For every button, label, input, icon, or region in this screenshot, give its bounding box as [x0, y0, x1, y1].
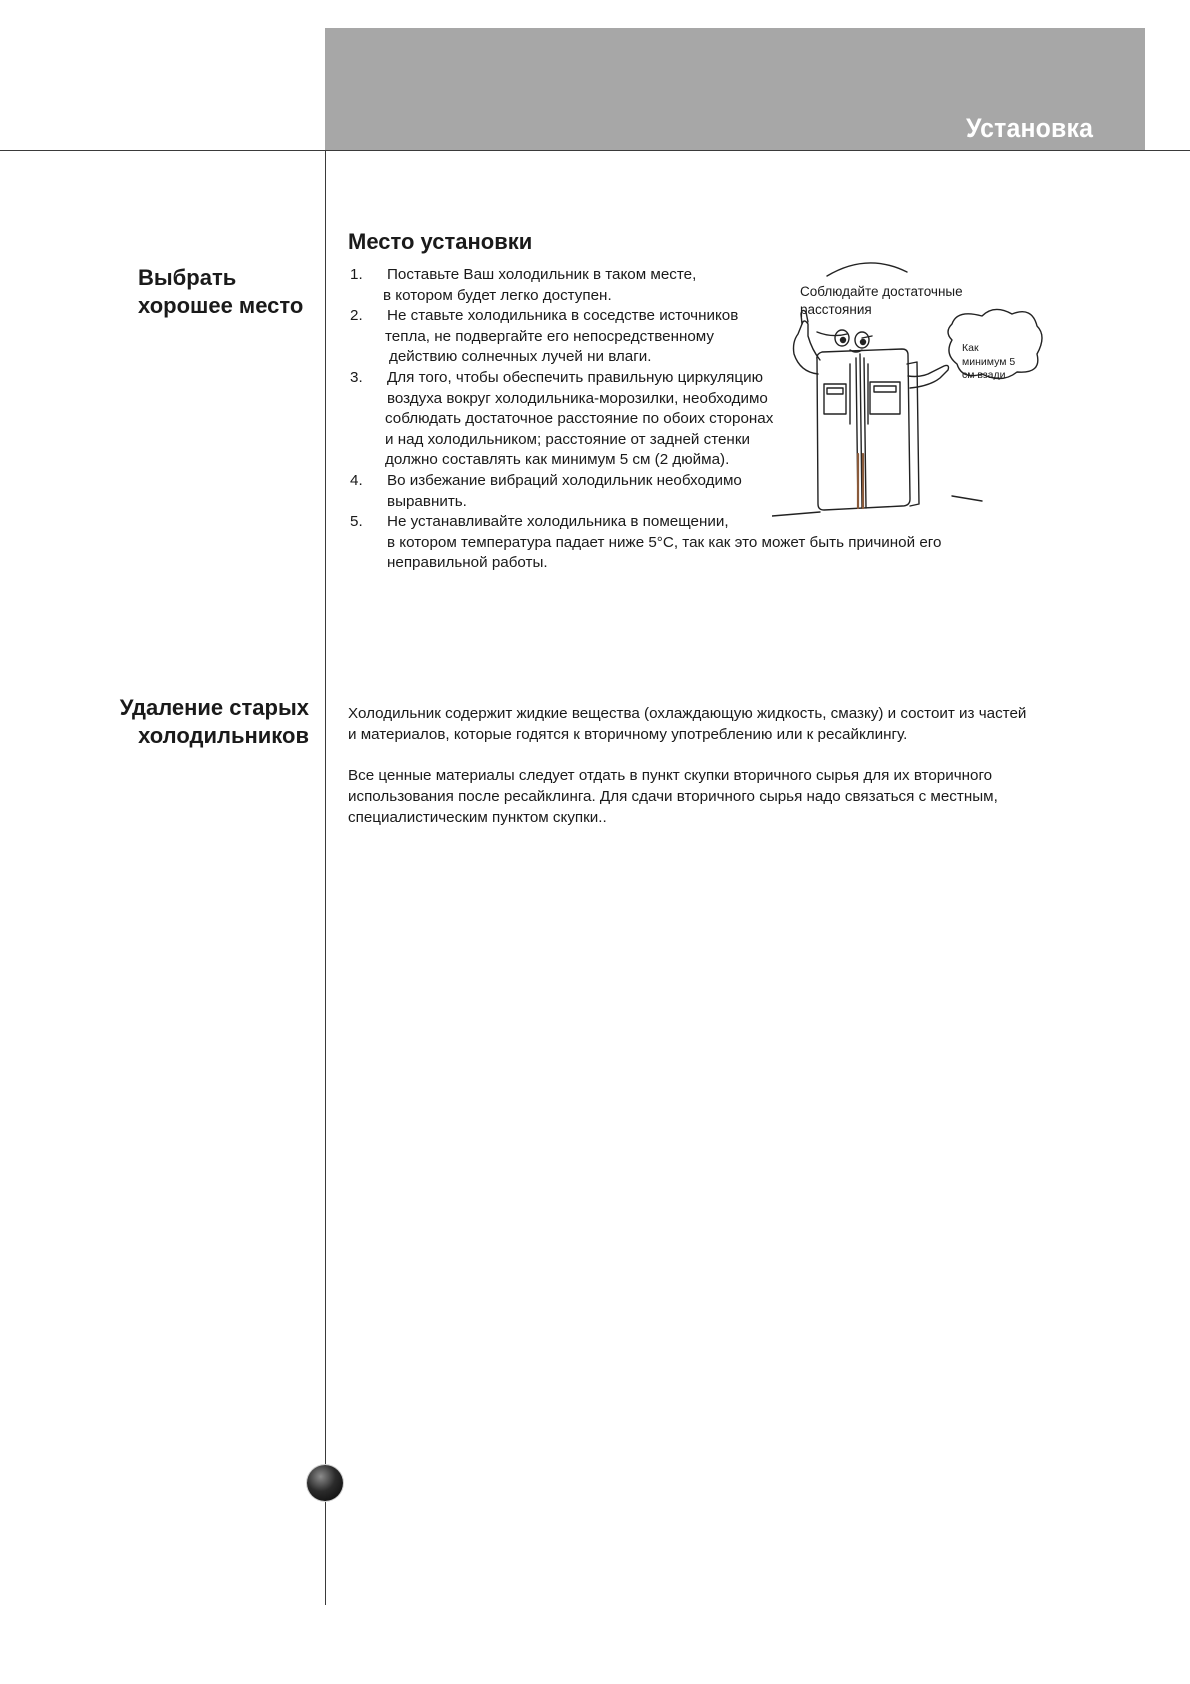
- side-heading-disposal: [120, 694, 309, 750]
- step-text-line: в котором температура падает ниже 5°C, так как это может быть причиной его: [387, 533, 942, 551]
- page-marker-dot: [307, 1465, 343, 1501]
- step-text-line: и над холодильником; расстояние от задней стенки: [385, 430, 750, 448]
- step-text-line: воздуха вокруг холодильника-морозилки, необходимо: [387, 389, 768, 407]
- side-heading-line: Удаление старых: [119, 695, 309, 720]
- step-text-line: Не устанавливайте холодильника в помещении,: [387, 513, 729, 531]
- step-text-line: действию солнечных лучей ни влаги.: [389, 348, 652, 366]
- step-text-line: неправильной работы.: [387, 554, 548, 572]
- step-text-line: соблюдать достаточное расстояние по обоих сторонах: [385, 410, 774, 428]
- speech-arc-bottom: [817, 332, 847, 336]
- step-text-line: Во избежание вибраций холодильник необходимо: [387, 471, 742, 489]
- page-title: Установка: [965, 113, 1093, 143]
- step-number: 5.: [350, 513, 363, 531]
- callout-min-5cm: Как минимум 5 см взади: [962, 342, 1016, 381]
- step-text-line: Не ставьте холодильника в соседстве источников: [387, 307, 739, 325]
- disposal-paragraph-1: Холодильник содержит жидкие вещества (охлаждающую жидкость, смазку) и состоит из частей и материалов, которые годятся к вторичному употреблению или к ресайклингу.: [348, 705, 1027, 743]
- disposal-paragraph-2: Все ценные материалы следует отдать в пункт скупки вторичного сырья для их вторичного использования после ресайклинга. Для сдачи вторичного сырья надо связаться с местным, специалистическим пунктом скупки..: [348, 767, 998, 826]
- right-arm: [908, 366, 949, 389]
- step-number: 1.: [350, 266, 363, 283]
- speech-arc-top: [827, 263, 907, 276]
- step-text-line: Для того, чтобы обеспечить правильную циркуляцию: [387, 368, 763, 386]
- callout-keep-distance: Соблюдайте достаточные расстояния: [800, 284, 963, 317]
- vertical-divider: [325, 150, 326, 1605]
- step-text-line: выравнить.: [387, 492, 467, 510]
- horizontal-divider: [0, 150, 1190, 151]
- step-number: 3.: [350, 368, 363, 386]
- step-number: 2.: [350, 307, 363, 325]
- step-number: 4.: [350, 471, 363, 489]
- step-text-line: тепла, не подвергайте его непосредственному: [385, 327, 714, 345]
- step-text-line: в котором будет легко доступен.: [383, 286, 612, 304]
- section-title-installation-place: Место установки: [348, 229, 533, 254]
- floor-line: [772, 512, 820, 516]
- left-arm: [794, 321, 821, 374]
- side-heading-line: Выбрать: [138, 265, 237, 290]
- side-heading-line: холодильников: [138, 723, 309, 748]
- side-heading-line: хорошее место: [138, 293, 304, 318]
- side-heading-choose-location: [138, 264, 303, 320]
- step-text-line: должно составлять как минимум 5 см (2 дюйма).: [385, 451, 730, 469]
- header-band: [325, 28, 1145, 150]
- step-text-line: Поставьте Ваш холодильник в таком месте,: [387, 266, 697, 283]
